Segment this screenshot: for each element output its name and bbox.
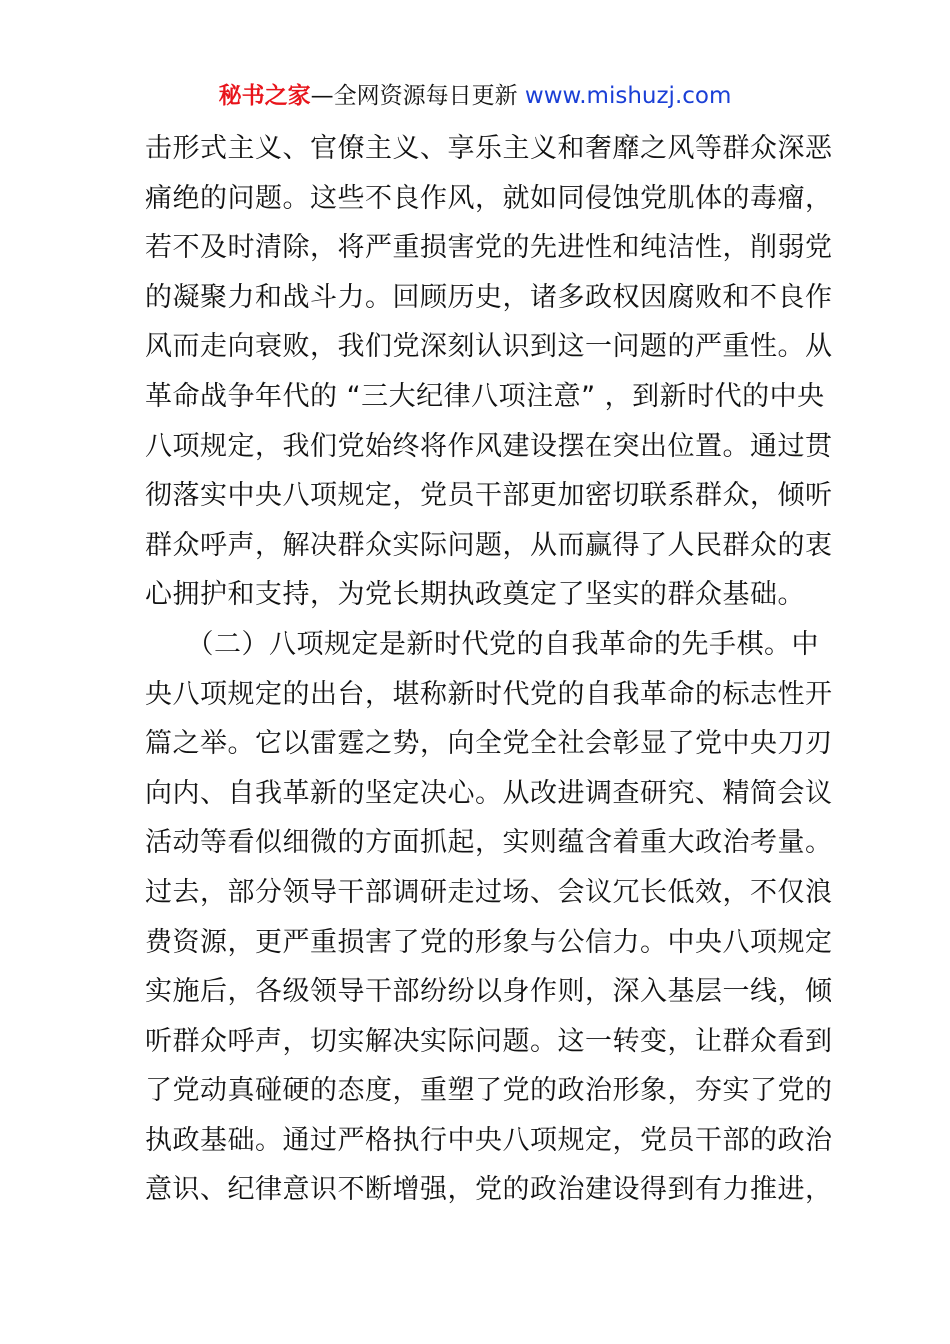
text-line: 活动等看似细微的方面抓起，实则蕴含着重大政治考量。: [145, 827, 833, 859]
site-url-link[interactable]: www.mishuzj.com: [524, 83, 732, 109]
text-line: 篇之举。它以雷霆之势，向全党全社会彰显了党中央刀刃: [145, 728, 833, 760]
text-line: 实施后，各级领导干部纷纷以身作则，深入基层一线，倾: [145, 976, 833, 1008]
header-tagline: —全网资源每日更新: [310, 83, 525, 109]
text-line: 心拥护和支持，为党长期执政奠定了坚实的群众基础。: [145, 579, 805, 611]
document-body: [145, 124, 833, 1215]
text-line: 听群众呼声，切实解决实际问题。这一转变，让群众看到: [145, 1025, 833, 1057]
text-line: 了党动真碰硬的态度，重塑了党的政治形象，夯实了党的: [145, 1075, 833, 1107]
text-line: 费资源，更严重损害了党的形象与公信力。中央八项规定: [145, 926, 833, 958]
section-heading-line: （二）八项规定是新时代党的自我革命的先手棋。中: [145, 628, 819, 660]
text-line: 执政基础。通过严格执行中央八项规定，党员干部的政治: [145, 1124, 833, 1156]
brand-name: 秘书之家: [218, 83, 311, 109]
text-line: 彻落实中央八项规定，党员干部更加密切联系群众，倾听: [145, 480, 833, 512]
text-line: 八项规定，我们党始终将作风建设摆在突出位置。通过贯: [145, 430, 833, 462]
text-line: 群众呼声，解决群众实际问题，从而赢得了人民群众的衷: [145, 529, 833, 561]
site-header: [0, 78, 950, 114]
text-line: 击形式主义、官僚主义、享乐主义和奢靡之风等群众深恶: [145, 133, 833, 164]
text-line: 若不及时清除，将严重损害党的先进性和纯洁性，削弱党: [145, 232, 833, 264]
text-line: 意识、纪律意识不断增强，党的政治建设得到有力推进，: [145, 1174, 833, 1206]
text-line: 痛绝的问题。这些不良作风，就如同侵蚀党肌体的毒瘤，: [145, 182, 833, 214]
text-line: 革命战争年代的 “三大纪律八项注意” ，到新时代的中央: [145, 380, 825, 412]
text-line: 向内、自我革新的坚定决心。从改进调查研究、精简会议: [145, 777, 833, 809]
text-line: 央八项规定的出台，堪称新时代党的自我革命的标志性开: [145, 678, 833, 710]
text-line: 风而走向衰败，我们党深刻认识到这一问题的严重性。从: [145, 331, 833, 363]
text-line: 过去，部分领导干部调研走过场、会议冗长低效，不仅浪: [145, 876, 833, 908]
text-line: 的凝聚力和战斗力。回顾历史，诸多政权因腐败和不良作: [145, 281, 833, 313]
